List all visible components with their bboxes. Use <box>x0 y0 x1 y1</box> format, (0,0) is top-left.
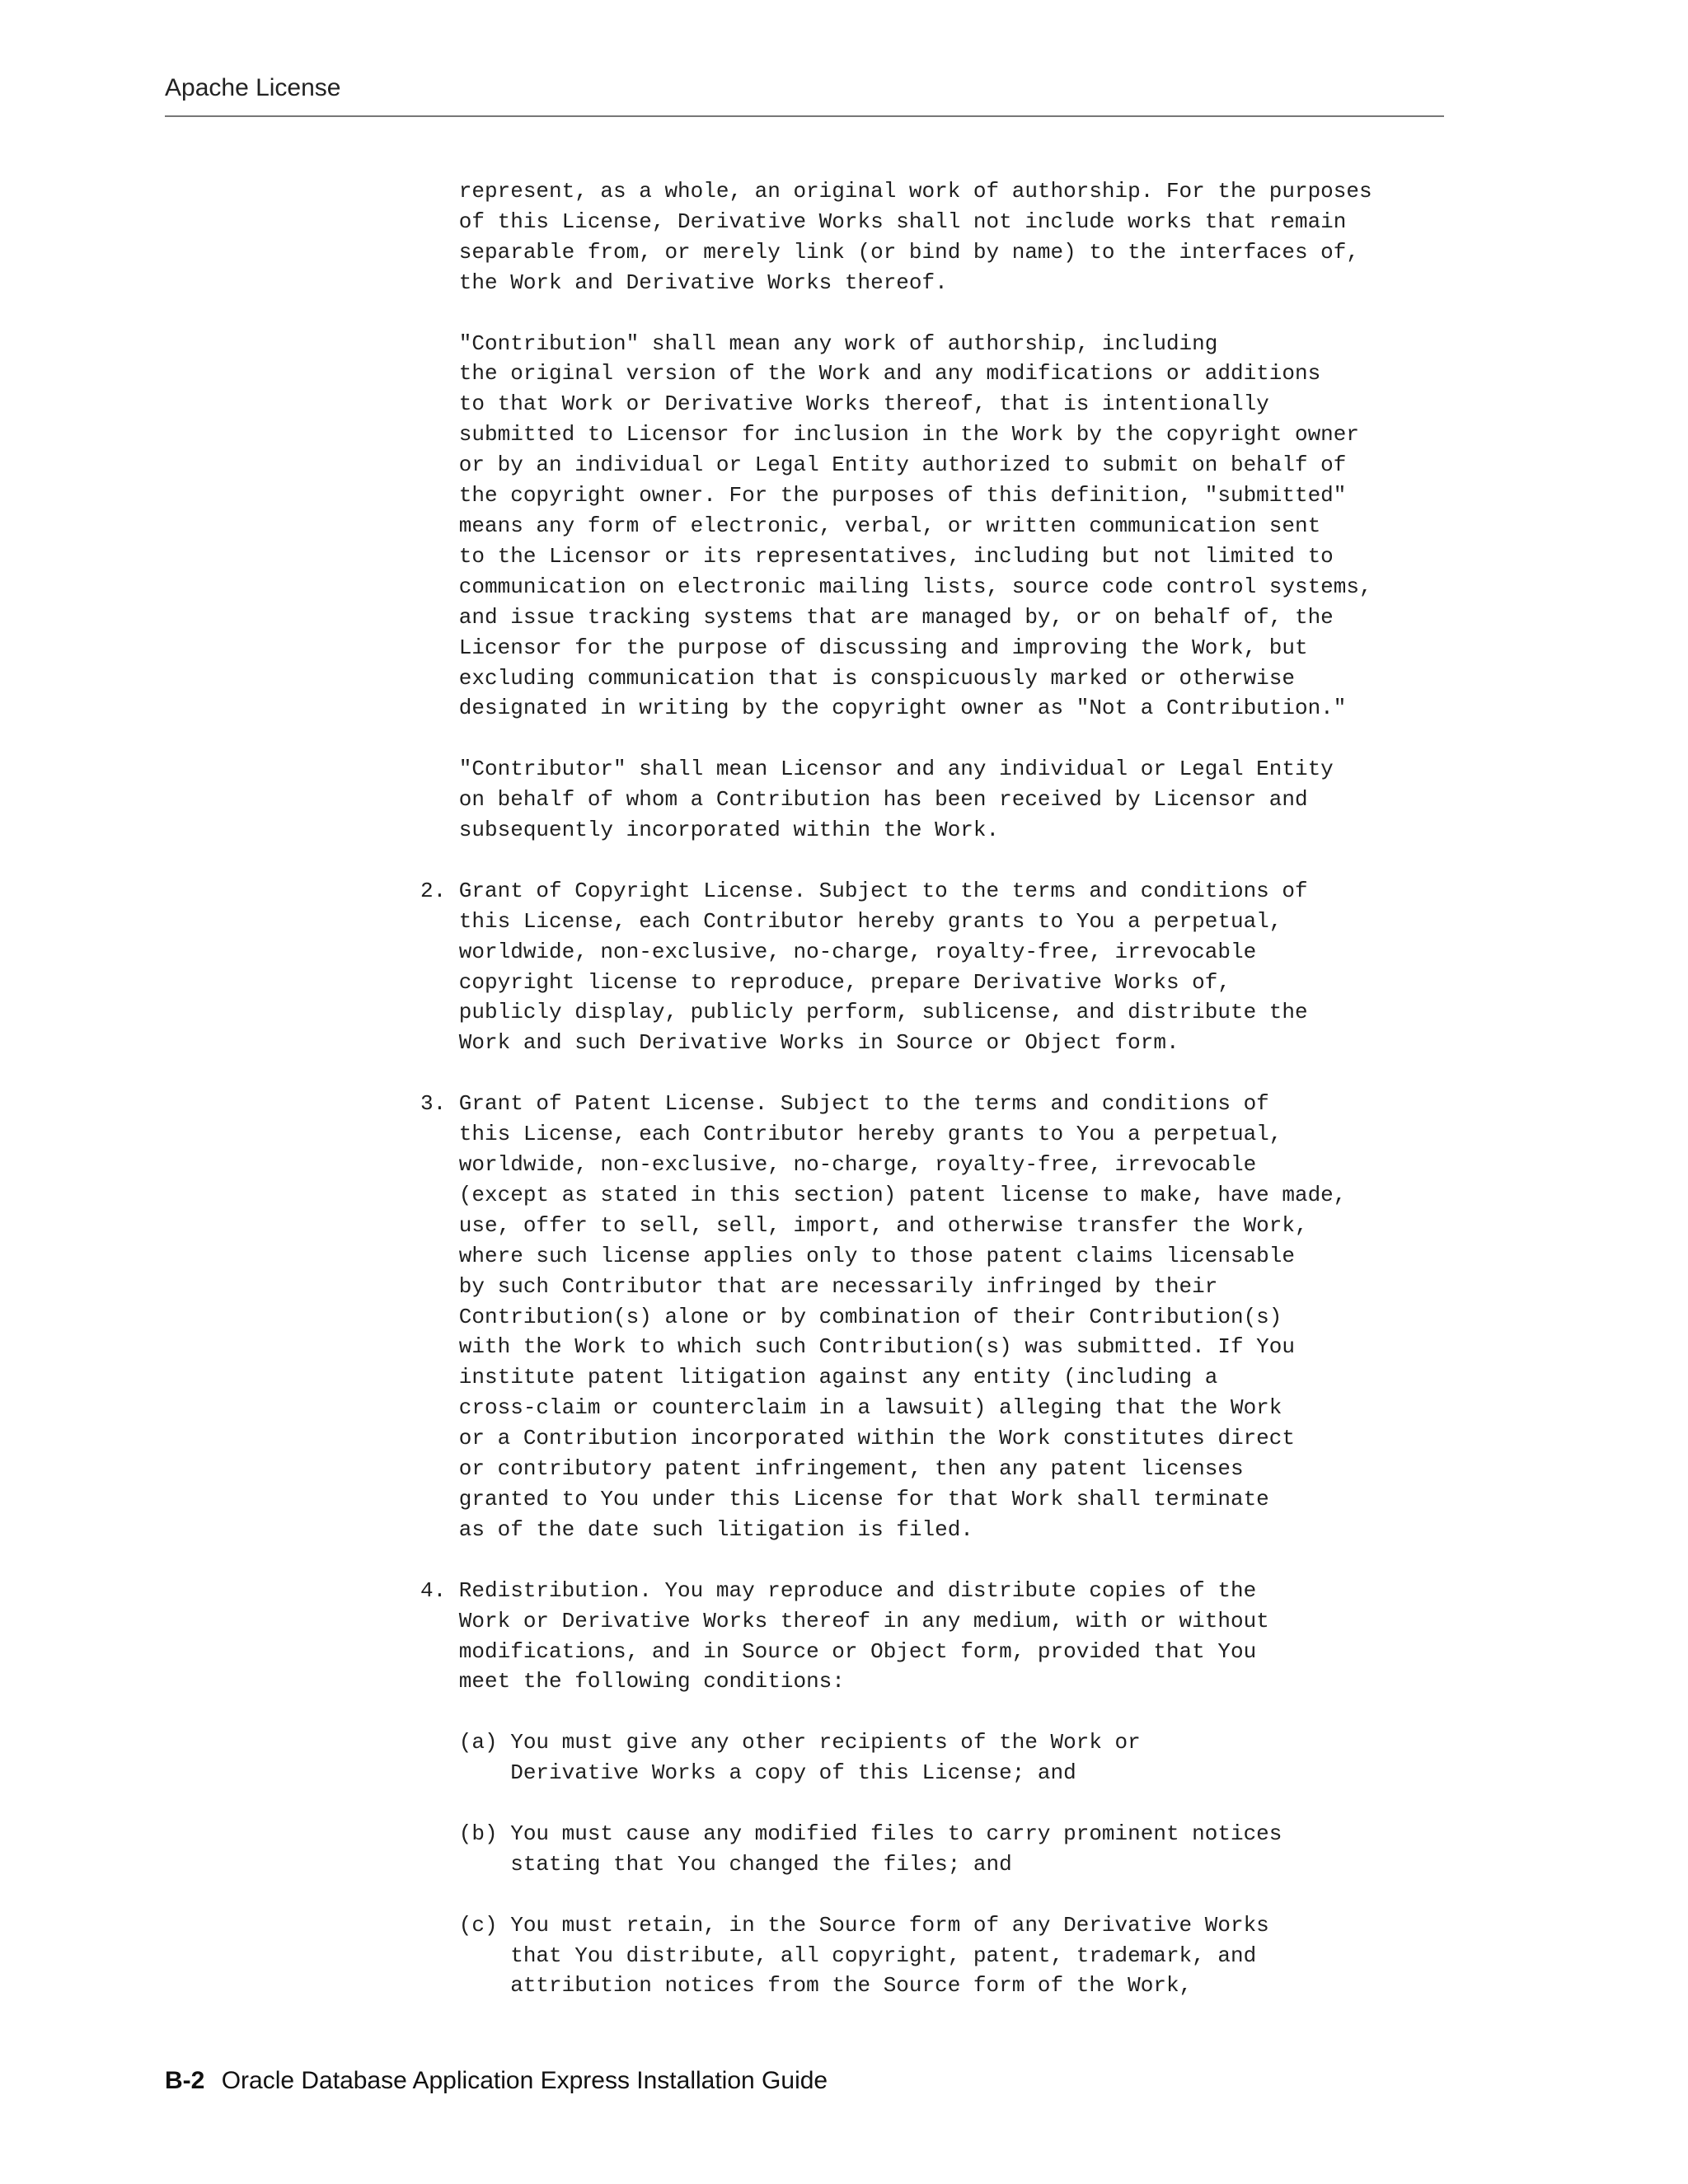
running-header: Apache License <box>165 74 341 101</box>
license-body-text: represent, as a whole, an original work of authorship. For the purposes of this License, Derivative Works shall not include works that remain separable from, or merely link (or bind by name) to the interfaces of, the Work and Derivative Works thereof. "Contribution" shall mean any work of authorship, including the original version of the Work and any modifications or additions to that Work or Derivative Works thereof, that is intentionally submitted to Licensor for inclusion in the Work by the copyright owner or by an individual or Legal Entity authorized to submit on behalf of the copyright owner. For the purposes of this definition, "submitted" means any form of electronic, verbal, or written communication sent to the Licensor or its representatives, including but not limited to communication on electronic mailing lists, source code control systems, and issue tracking systems that are managed by, or on behalf of, the Licensor for the purpose of discussing and improving the Work, but excluding communication that is conspicuously marked or otherwise designated in writing by the copyright owner as "Not a Contribution." "Contributor" shall mean Licensor and any individual or Legal Entity on behalf of whom a Contribution has been received by Licensor and subsequently incorporated within the Work. 2. Grant of Copyright License. Subject to the terms and conditions of this License, each Contributor hereby grants to You a perpetual, worldwide, non-exclusive, no-charge, royalty-free, irrevocable copyright license to reproduce, prepare Derivative Works of, publicly display, publicly perform, sublicense, and distribute the Work and such Derivative Works in Source or Object form. 3. Grant of Patent License. Subject to the terms and conditions of this License, each Contributor hereby grants to You a perpetual, worldwide, non-exclusive, no-charge, royalty-free, irrevocable (except as stated in this section) patent license to make, have made, use, offer to sell, sell, import, and otherwise transfer the Work, where such license applies only to those patent claims licensable by such Contributor that are necessarily infringed by their Contribution(s) alone or by combination of their Contribution(s) with the Work to which such Contribution(s) was submitted. If You institute patent litigation against any entity (including a cross-claim or counterclaim in a lawsuit) alleging that the Work or a Contribution incorporated within the Work constitutes direct or contributory patent infringement, then any patent licenses granted to You under this License for that Work shall terminate as of the date such litigation is filed. 4. Redistribution. You may reproduce and distribute copies of the Work or Derivative Works thereof in any medium, with or without modifications, and in Source or Object form, provided that You meet the following conditions: (a) You must give any other recipients of the Work or Derivative Works a copy of this License; and (b) You must cause any modified files to carry prominent notices stating that You changed the files; and (c) You must retain, in the Source form of any Derivative Works that You distribute, all copyright, patent, trademark, and attribution notices from the Source form of the Work, <box>420 179 1372 1999</box>
page-footer <box>165 2067 828 2095</box>
book-title: Oracle Database Application Express Installation Guide <box>221 2067 828 2094</box>
page-number: B-2 <box>165 2067 205 2094</box>
header-divider <box>165 115 1444 117</box>
